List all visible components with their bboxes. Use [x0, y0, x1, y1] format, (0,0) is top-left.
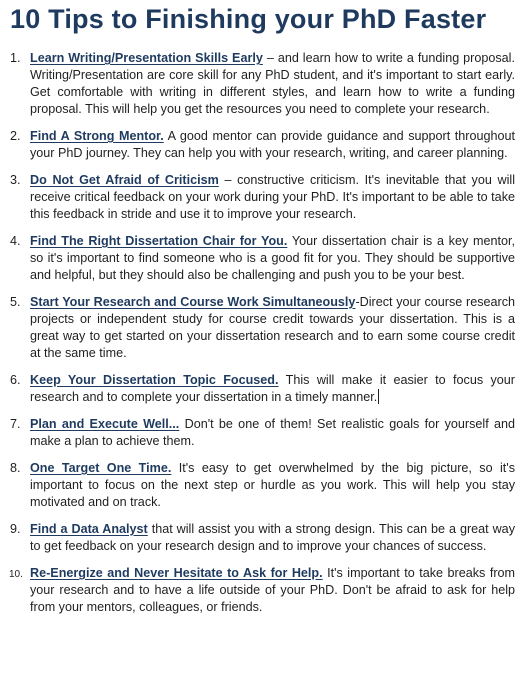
tip-heading: Find The Right Dissertation Chair for You. [30, 234, 288, 248]
tip-item [10, 50, 515, 118]
tip-item [10, 128, 515, 162]
tip-number: 5. [10, 295, 21, 309]
tip-heading: Re-Energize and Never Hesitate to Ask for Help. [30, 566, 323, 580]
tip-number: 7. [10, 417, 21, 431]
tip-item [10, 233, 515, 284]
tip-number: 1. [10, 51, 21, 65]
text-cursor [378, 389, 379, 404]
tip-heading: Learn Writing/Presentation Skills Early [30, 51, 263, 65]
tip-body: Don't be one of them! Set realistic goals for yourself and make a plan to achieve them. [30, 417, 515, 448]
tip-heading: Find a Data Analyst [30, 522, 148, 536]
tip-body: -Direct your course research projects or independent study for course credit towards your dissertation. This is a great way to get started on your dissertation research and to earn some course credit at the same time. [30, 295, 516, 360]
tip-body: This will make it easier to focus your research and to complete your dissertation in a timely manner. [30, 373, 516, 404]
tip-item [10, 294, 515, 362]
tip-number: 8. [10, 461, 21, 475]
tip-number: 10. [9, 569, 23, 580]
tip-body: It's important to take breaks from your research and to have a life outside of your PhD. Don't be afraid to ask for help from your mentors, colleagues, or friends. [30, 566, 516, 614]
tips-list [10, 50, 515, 616]
tip-item [10, 416, 515, 450]
document-title: 10 Tips to Finishing your PhD Faster [10, 4, 487, 34]
tip-number: 4. [10, 234, 21, 248]
tip-heading: Plan and Execute Well... [30, 417, 180, 431]
tip-body: that will assist you with a strong design. This can be a great way to get feedback on your research design and to improve your chances of success. [30, 522, 515, 553]
tip-heading: Find A Strong Mentor. [30, 129, 164, 143]
tip-body: Your dissertation chair is a key mentor, so it's important to find someone who is a good fit for you. They should be supportive and helpful, but they should also be challenging and push you to be your best. [30, 234, 515, 282]
tip-heading: Do Not Get Afraid of Criticism [30, 173, 219, 187]
tip-body: It's easy to get overwhelmed by the big picture, so it's important to focus on the next step or hurdle as you work. This will help you stay motivated and on track. [30, 461, 515, 509]
tip-number: 3. [10, 173, 21, 187]
tip-number: 2. [10, 129, 21, 143]
tip-body: – and learn how to write a funding proposal. Writing/Presentation are core skill for any PhD student, and it's important to start early. Get comfortable with writing in different styles, and learn how to write a funding proposal. This will help you get the resources you need to complete your research. [30, 51, 515, 116]
tip-number: 9. [10, 522, 21, 536]
tip-heading: One Target One Time. [30, 461, 172, 475]
tip-item [10, 172, 515, 223]
tip-item [10, 521, 515, 555]
tip-heading: Start Your Research and Course Work Simultaneously [30, 295, 356, 309]
tip-body: – constructive criticism. It's inevitable that you will receive critical feedback on your work during your PhD. It's important to be able to take this feedback in stride and use it to improve your research. [30, 173, 515, 221]
tip-item [10, 372, 515, 406]
tip-heading: Keep Your Dissertation Topic Focused. [30, 373, 279, 387]
tip-body: A good mentor can provide guidance and support throughout your PhD journey. They can help you with your research, writing, and career planning. [30, 129, 515, 160]
tip-item [10, 460, 515, 511]
tip-number: 6. [10, 373, 21, 387]
tip-item [10, 565, 515, 616]
